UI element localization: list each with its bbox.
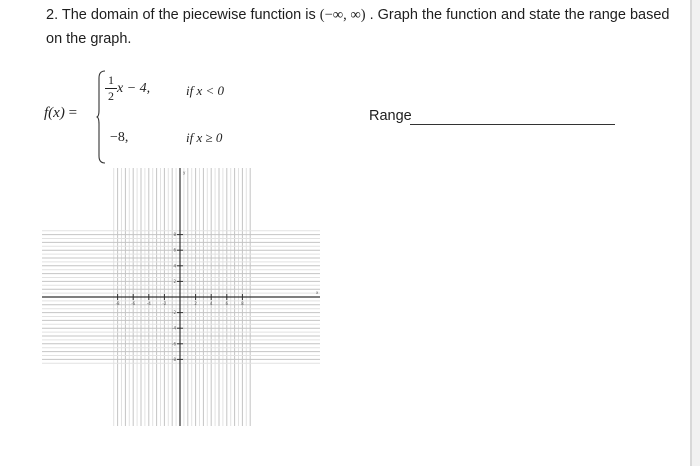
- x-tick-label: -8: [115, 301, 120, 306]
- x-tick-label: 8: [241, 301, 244, 306]
- question-text: [46, 3, 686, 51]
- piece1-condition: if x < 0: [186, 83, 225, 98]
- piece2-condition: if x ≥ 0: [186, 130, 223, 145]
- piece1-fraction: [105, 74, 117, 103]
- equals-sign: =: [68, 105, 78, 121]
- piece1-expr-text: x − 4,: [117, 81, 151, 96]
- x-tick-label: 2: [194, 301, 197, 306]
- x-tick-label: -2: [162, 301, 167, 306]
- x-tick-label: -6: [131, 301, 136, 306]
- function-name: [44, 105, 77, 122]
- question-text-before: 2. The domain of the piecewise function is: [46, 7, 320, 23]
- x-tick-label: -4: [146, 301, 151, 306]
- range-answer-line[interactable]: [410, 124, 615, 125]
- y-tick-label: 6: [173, 247, 176, 253]
- y-tick-label: 8: [173, 232, 176, 238]
- range-label: Range: [369, 108, 412, 124]
- fraction-numerator: 1: [108, 73, 114, 87]
- piece2-expression: −8,: [110, 130, 129, 145]
- x-tick-label: 6: [225, 301, 229, 306]
- y-tick-label: 4: [173, 263, 176, 269]
- y-tick-label: -2: [172, 310, 176, 316]
- y-tick-label: -6: [172, 341, 176, 347]
- axes: [42, 168, 320, 426]
- question-text-after: . Graph the function and state the range based on the graph.: [46, 7, 670, 47]
- coordinate-grid[interactable]: [38, 162, 324, 430]
- y-tick-label: -4: [172, 325, 176, 331]
- fraction-denominator: 2: [108, 89, 114, 103]
- y-tick-label: 2: [173, 278, 176, 284]
- x-axis-label: x: [316, 290, 319, 295]
- y-tick-label: -8: [172, 356, 176, 362]
- page-edge: [690, 0, 692, 466]
- domain-notation: (−∞, ∞): [319, 7, 366, 23]
- piece1-expression: [117, 81, 150, 97]
- x-tick-label: 4: [209, 301, 213, 306]
- y-axis-label: y: [183, 170, 186, 175]
- function-lhs: f(x): [44, 105, 65, 121]
